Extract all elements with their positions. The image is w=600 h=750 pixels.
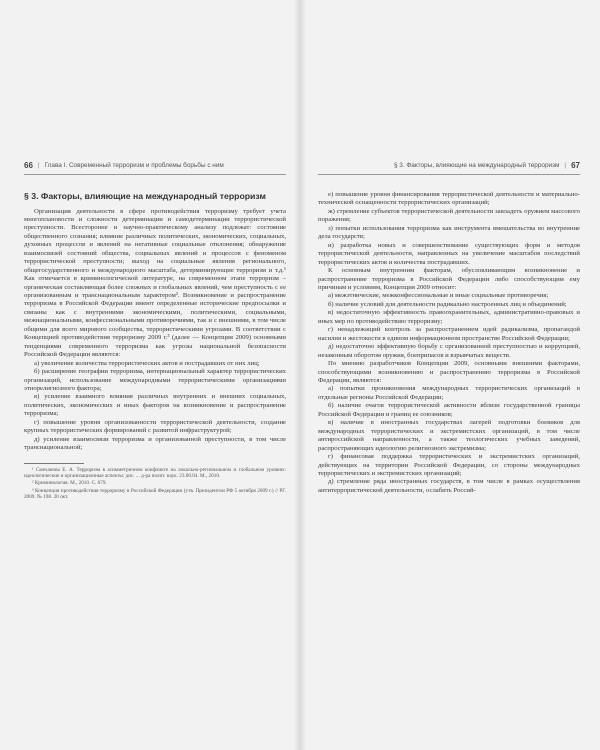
paragraph: Организация деятельности в сфере противодействия терроризму требует учета многоплановости и сложности детерминации и самодетерминации террористической преступности. Всесторонне и научно-практическому анализу подлежат: состояние общественного сознания; влияние различных политических, экономических, социальных, духовных процессов и явлений на негативные социальные отклонения; обнаружение взаимосвязей состояний общества, социальных явлений и процессов с феноменом террористической преступности; выход на социальные явления регионального, общегосударственного и международного масштаба, детерминирующие терроризм и т.д.¹ Как отмечается в криминологической литературе, на современном этапе терроризм – органическая составляющая более сложных и глобальных явлений, чем преступность с ее организованным и транснациональным характером². Возникновение и распространение терроризма в Российской Федерации имеют определенные исторические предпосылки и связаны как с внутренними экономическими, политическими, социальными, межнациональными, конфессиональными противоречиями, так и с внешними, в том числе общими для всего мирового сообщества, террористическими угрозами. В соответствии с Концепцией противодействия терроризму 2009 г.³ (далее — Концепция 2009) основными тенденциями современного терроризма как угрозы национальной безопасности Российской Федерации являются: (24, 207, 286, 359)
paragraph: а) межэтнические, межконфессиональные и иные социальные противоречия; (328, 292, 549, 300)
paragraph: К основным внутренним факторам, обусловливающим возникновение и распространение терроризма в Российской Федерации либо способствующим ему причинам и условиям, Концепция 2009 относит: (318, 267, 580, 291)
footnote: ³ Концепция противодействия терроризму в Российской Федерации (утв. Президентом РФ 5 октября 2009 г.) // РГ. 2009. № 198. 20 окт. (24, 487, 286, 501)
paragraph: а) попытки проникновения международных террористических организаций в отдельные регионы Российской Федерации; (318, 385, 580, 401)
left-body-text (24, 208, 286, 453)
paragraph: д) недостаточно эффективную борьбу с организованной преступностью и коррупцией, незаконным оборотом оружия, боеприпасов и взрывчатых веществ. (318, 343, 580, 359)
page-number: 66 (24, 160, 33, 170)
paragraph: е) повышение уровня финансирования террористической деятельности и материально-технической оснащенности террористических организаций; (318, 191, 580, 207)
paragraph: г) финансовая поддержка террористических и экстремистских организаций, действующих на территории Российской Федерации, со стороны международных террористических и экстремистских организаций; (318, 453, 580, 477)
footnotes (24, 467, 286, 501)
paragraph: б) расширение географии терроризма, интернациональный характер террористических организаций, использование международными террористическими организациями этнорелигиозного фактора; (24, 368, 286, 393)
book-gutter (294, 0, 306, 750)
header-separator: | (564, 161, 567, 169)
section-title: § 3. Факторы, влияющие на международный терроризм (24, 191, 266, 201)
left-running-header (24, 158, 286, 175)
paragraph: ж) стремление субъектов террористической деятельности завладеть оружием массового поражения; (318, 207, 580, 224)
paragraph: г) повышение уровня организованности террористической деятельности, создание крупных террористических формирований с развитой инфраструктурой; (24, 418, 286, 435)
footnote-rule (24, 463, 84, 464)
paragraph: д) усиление взаимосвязи терроризма и организованной преступности, в том числе транснациональной; (24, 435, 286, 452)
right-page (318, 158, 580, 495)
left-page (24, 158, 286, 501)
paragraph: в) наличие в иностранных государствах лагерей подготовки боевиков для международных террористических и экстремистских организаций, в том числе антироссийской направленности, а также теологических учебных заведений, распространяющих идеологию религиозного экстремизма; (318, 419, 580, 452)
paragraph: б) наличие очагов террористической активности вблизи государственной границы Российской Федерации и границ ее союзников; (318, 402, 580, 418)
right-body-text (318, 191, 580, 495)
paragraph: д) стремление ряда иностранных государств, в том числе в рамках осуществления антитеррористической деятельности, ослабить Россий- (318, 478, 580, 494)
paragraph: и) разработка новых и совершенствование существующих форм и методов террористической деятельности, направленных на увеличение масштабов последствий террористических актов и количества пострадавших. (318, 241, 580, 266)
header-separator: | (37, 161, 40, 169)
right-running-header (318, 158, 580, 175)
footnote: ² Криминология. М., 2010. С. 679. (32, 480, 107, 487)
paragraph: з) попытки использования терроризма как инструмента вмешательства во внутренние дела государств; (318, 224, 580, 241)
paragraph: в) недостаточную эффективность правоохранительных, административно-правовых и иных мер по противодействию терроризму; (318, 309, 580, 325)
running-head: § 3. Факторы, влияющие на международный терроризм (393, 161, 560, 169)
paragraph: б) наличие условий для деятельности радикально настроенных лиц и объединений; (328, 300, 567, 308)
page-number: 67 (571, 160, 580, 170)
paragraph: По мнению разработчиков Концепции 2009, основными внешними факторами, способствующими возникновению и распространению терроризма в Российской Федерации, являются: (318, 360, 580, 384)
paragraph: г) ненадлежащий контроль за распространением идей радикализма, пропагандой насилия и жестокости в едином информационном пространстве Российской Федерации; (318, 326, 580, 342)
paragraph: а) увеличение количества террористических актов и пострадавших от них лиц; (34, 359, 260, 367)
paragraph: в) усиление взаимного влияния различных внутренних и внешних социальных, политических, экономических и иных факторов на возникновение и распространение терроризма; (24, 393, 286, 418)
running-head: Глава I. Современный терроризм и проблемы борьбы с ним (44, 161, 224, 169)
footnote: ¹ Смеханова Е. А. Терроризм в асимметричном конфликте на локально-региональном и глобальном уровнях: идеологические и организационные аспекты: дис. ... д-ра полит. наук. 23.00.04. М., 2010. (24, 466, 286, 480)
